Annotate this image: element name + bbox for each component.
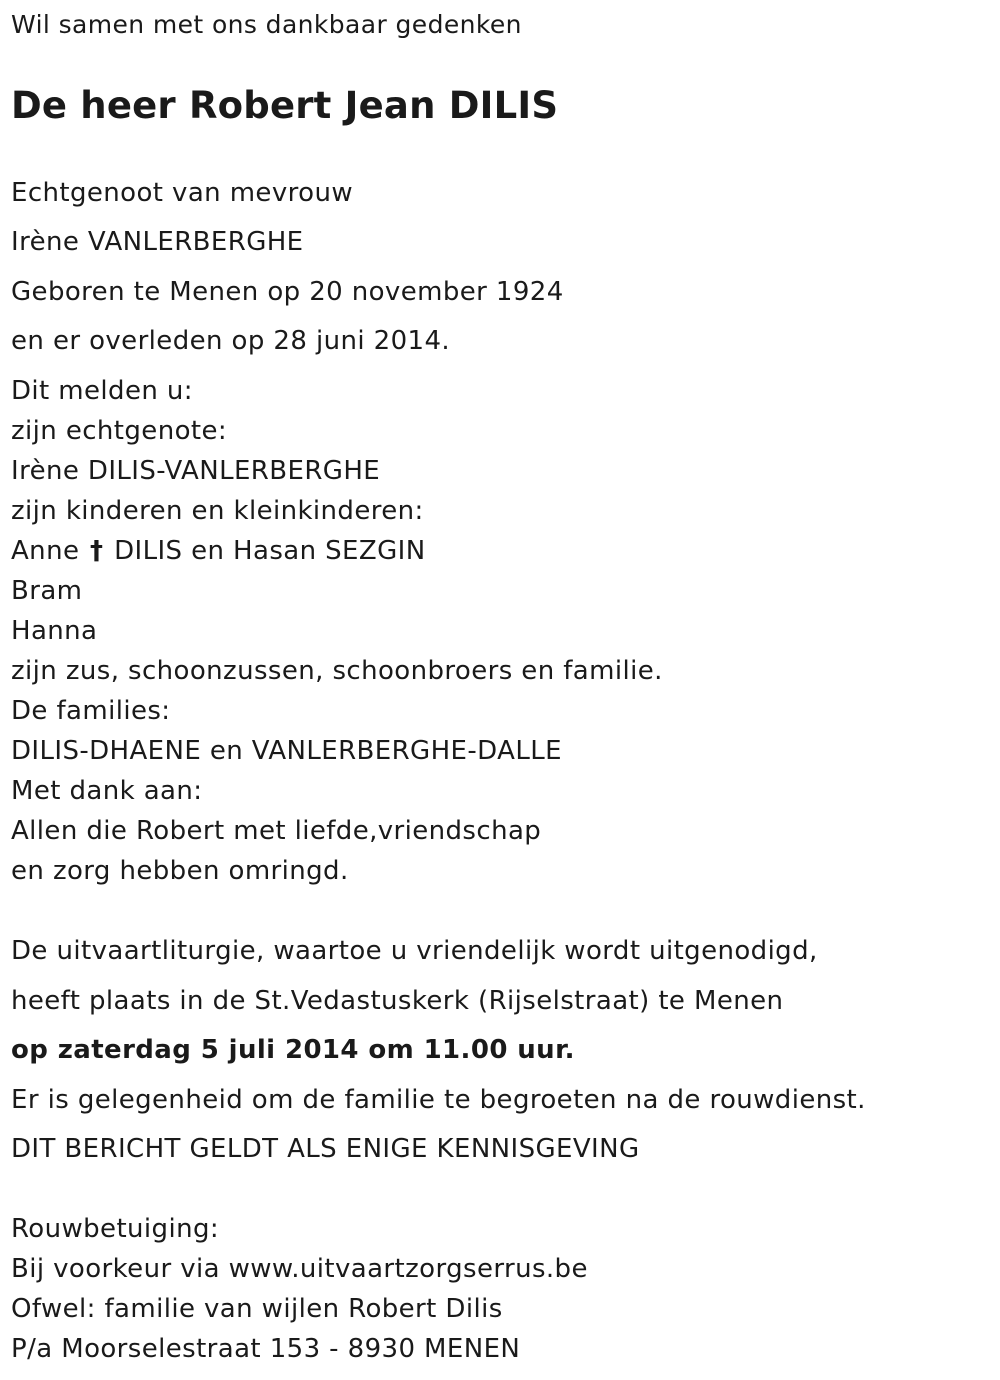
spouse-label: zijn echtgenote: (11, 416, 228, 446)
spouse-intro: Echtgenoot van mevrouw (11, 178, 353, 208)
grandchild-2: Hanna (11, 616, 98, 646)
thanks-label: Met dank aan: (11, 776, 203, 806)
funeral-line-1: De uitvaartliturgie, waartoe u vriendelijk wordt uitgenodigd, (11, 936, 818, 966)
funeral-date-time: op zaterdag 5 juli 2014 om 11.00 uur. (11, 1035, 575, 1065)
child-line (11, 531, 426, 571)
thanks-line-2: en zorg hebben omringd. (11, 856, 349, 886)
thanks-line-1: Allen die Robert met liefde,vriendschap (11, 816, 542, 846)
notice-line: DIT BERICHT GELDT ALS ENIGE KENNISGEVING (11, 1134, 640, 1164)
grandchild-1: Bram (11, 576, 83, 606)
families-line: DILIS-DHAENE en VANLERBERGHE-DALLE (11, 736, 562, 766)
death-line: en er overleden op 28 juni 2014. (11, 326, 451, 356)
cross-icon: † (90, 536, 104, 566)
families-label: De families: (11, 696, 171, 726)
relatives-line: zijn zus, schoonzussen, schoonbroers en familie. (11, 656, 663, 686)
deceased-name-title: De heer Robert Jean DILIS (11, 84, 559, 127)
intro-line: Wil samen met ons dankbaar gedenken (11, 10, 522, 39)
greeting-line: Er is gelegenheid om de familie te begroeten na de rouwdienst. (11, 1085, 866, 1115)
condolences-line-3: P/a Moorselestraat 153 - 8930 MENEN (11, 1334, 521, 1364)
condolences-line-1: Bij voorkeur via www.uitvaartzorgserrus.be (11, 1254, 588, 1284)
announced-by-intro: Dit melden u: (11, 376, 193, 406)
condolences-line-2: Ofwel: familie van wijlen Robert Dilis (11, 1294, 503, 1324)
spouse-name: Irène VANLERBERGHE (11, 227, 304, 257)
child-first-name: Anne (11, 536, 80, 566)
funeral-line-2: heeft plaats in de St.Vedastuskerk (Rijselstraat) te Menen (11, 986, 784, 1016)
children-label: zijn kinderen en kleinkinderen: (11, 496, 424, 526)
child-rest-name: DILIS en Hasan SEZGIN (114, 536, 426, 566)
surviving-spouse: Irène DILIS-VANLERBERGHE (11, 456, 381, 486)
birth-line: Geboren te Menen op 20 november 1924 (11, 277, 564, 307)
condolences-label: Rouwbetuiging: (11, 1214, 220, 1244)
